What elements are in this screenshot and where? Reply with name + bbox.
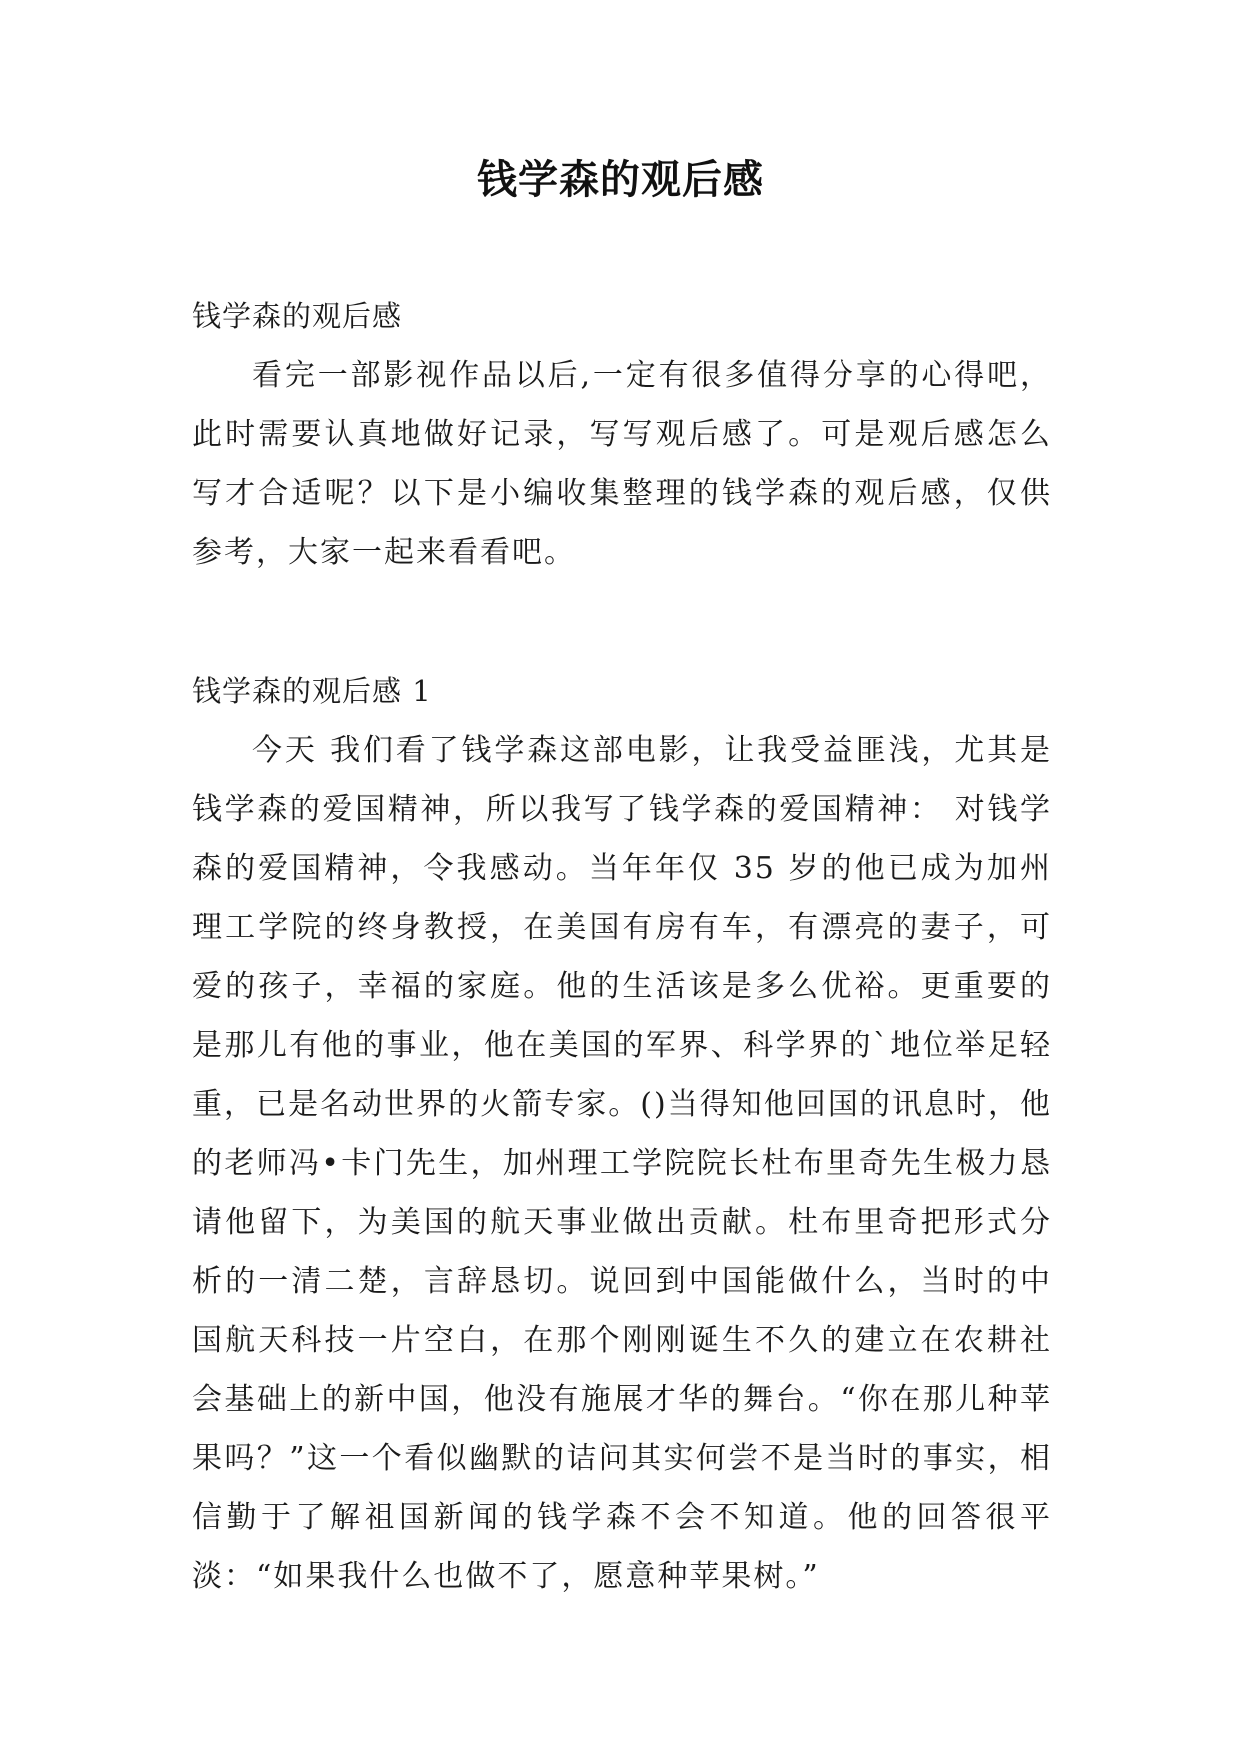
section-spacer [192,582,1052,662]
intro-heading: 钱学森的观后感 [192,299,403,333]
document-body [192,287,1052,1606]
section1-paragraph: 今天 我们看了钱学森这部电影，让我受益匪浅，尤其是钱学森的爱国精神，所以我写了钱学森的爱国精神： 对钱学森的爱国精神，令我感动。当年年仅 35 岁的他已成为加州理工学院的终身教授，在美国有房有车，有漂亮的妻子，可爱的孩子，幸福的家庭。他的生活该是多么优裕。更重要的是那儿有他的事业，他在美国的军界、科学界的`地位举足轻重，已是名动世界的火箭专家。()当得知他回国的讯息时，他的老师冯•卡门先生，加州理工学院院长杜布里奇先生极力恳请他留下，为美国的航天事业做出贡献。杜布里奇把形式分析的一清二楚，言辞恳切。说回到中国能做什么，当时的中国航天科技一片空白，在那个刚刚诞生不久的建立在农耕社会基础上的新中国，他没有施展才华的舞台。“你在那儿种苹果吗？”这一个看似幽默的诘问其实何尝不是当时的事实，相信勤于了解祖国新闻的钱学森不会不知道。他的回答很平淡：“如果我什么也做不了，愿意种苹果树。” [192,733,1052,1594]
intro-paragraph: 看完一部影视作品以后,一定有很多值得分享的心得吧，此时需要认真地做好记录，写写观后感了。可是观后感怎么写才合适呢？以下是小编收集整理的钱学森的观后感，仅供参考，大家一起来看看吧。 [192,358,1052,570]
section1-heading: 钱学森的观后感 1 [192,674,432,708]
document-title: 钱学森的观后感 [477,157,764,203]
